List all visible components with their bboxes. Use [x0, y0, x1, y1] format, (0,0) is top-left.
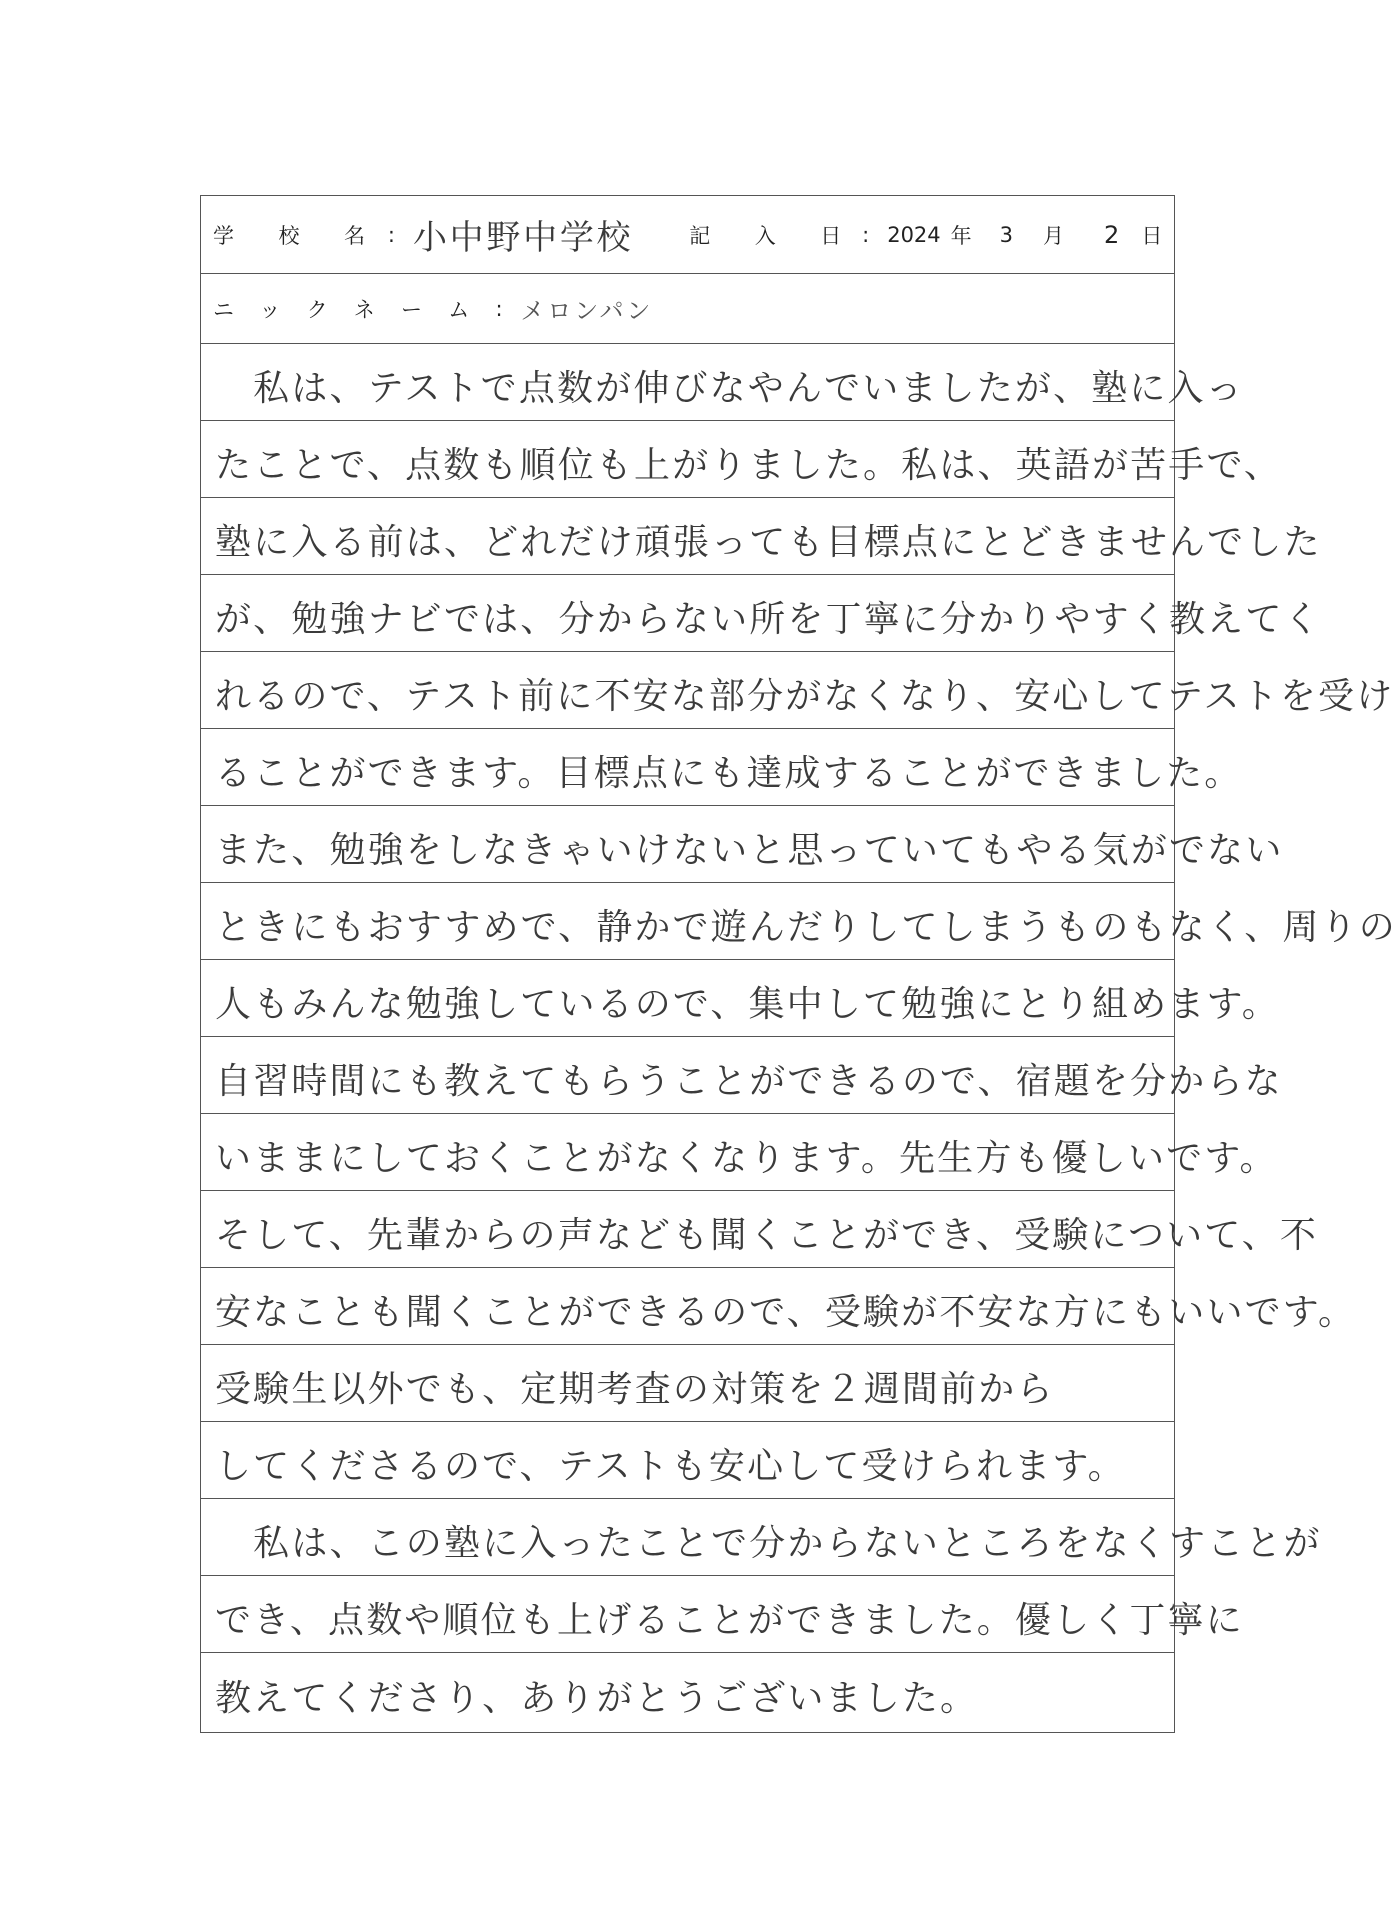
- nickname-colon: :: [495, 296, 503, 321]
- body-line-7: また、勉強をしなきゃいけないと思っていてもやる気がでない: [201, 806, 1174, 883]
- header-row-school: [201, 196, 1174, 274]
- school-name: 小中野中学校: [412, 218, 634, 258]
- body-line-5: れるので、テスト前に不安な部分がなくなり、安心してテストを受け: [201, 652, 1174, 729]
- body-line-10: 自習時間にも教えてもらうことができるので、宿題を分からな: [201, 1037, 1174, 1114]
- date-day: 2: [1104, 220, 1120, 249]
- nickname-value: メロンパン: [520, 297, 654, 325]
- body-line-4: が、勉強ナビでは、分からない所を丁寧に分かりやすく教えてく: [201, 575, 1174, 652]
- body-line-16: 私は、この塾に入ったことで分からないところをなくすことが: [201, 1499, 1174, 1576]
- body-line-13: 安なことも聞くことができるので、受験が不安な方にもいいです。: [201, 1268, 1174, 1345]
- body-line-1: 私は、テストで点数が伸びなやんでいましたが、塾に入っ: [201, 344, 1174, 421]
- date-month: 3: [999, 222, 1014, 247]
- body-line-12: そして、先輩からの声なども聞くことができ、受験について、不: [201, 1191, 1174, 1268]
- school-colon: :: [387, 222, 395, 247]
- body-line-14: 受験生以外でも、定期考査の対策を２週間前から: [201, 1345, 1174, 1422]
- header-row-nickname: [201, 274, 1174, 344]
- date-year-unit: 年: [950, 223, 972, 248]
- date-year: 2024: [887, 222, 941, 247]
- body-line-8: ときにもおすすめで、静かで遊んだりしてしまうものもなく、周りの: [201, 883, 1174, 960]
- date-colon: :: [862, 222, 870, 247]
- date-month-unit: 月: [1043, 223, 1065, 248]
- body-line-6: ることができます。目標点にも達成することができました。: [201, 729, 1174, 806]
- date-day-unit: 日: [1141, 223, 1163, 248]
- body-line-2: たことで、点数も順位も上がりました。私は、英語が苦手で、: [201, 421, 1174, 498]
- body-line-17: でき、点数や順位も上げることができました。優しく丁寧に: [201, 1576, 1174, 1653]
- body-line-11: いままにしておくことがなくなります。先生方も優しいです。: [201, 1114, 1174, 1191]
- school-label: 学 校 名: [213, 223, 384, 248]
- body-line-9: 人もみんな勉強しているので、集中して勉強にとり組めます。: [201, 960, 1174, 1037]
- date-label: 記 入 日: [689, 223, 861, 248]
- nickname-label: ニックネーム: [213, 297, 496, 322]
- body-line-18: 教えてくださり、ありがとうございました。: [215, 1677, 979, 1719]
- body-line-3: 塾に入る前は、どれだけ頑張っても目標点にとどきませんでした: [201, 498, 1174, 575]
- survey-sheet: [200, 195, 1397, 1733]
- body-line-15: してくださるので、テストも安心して受けられます。: [201, 1422, 1174, 1499]
